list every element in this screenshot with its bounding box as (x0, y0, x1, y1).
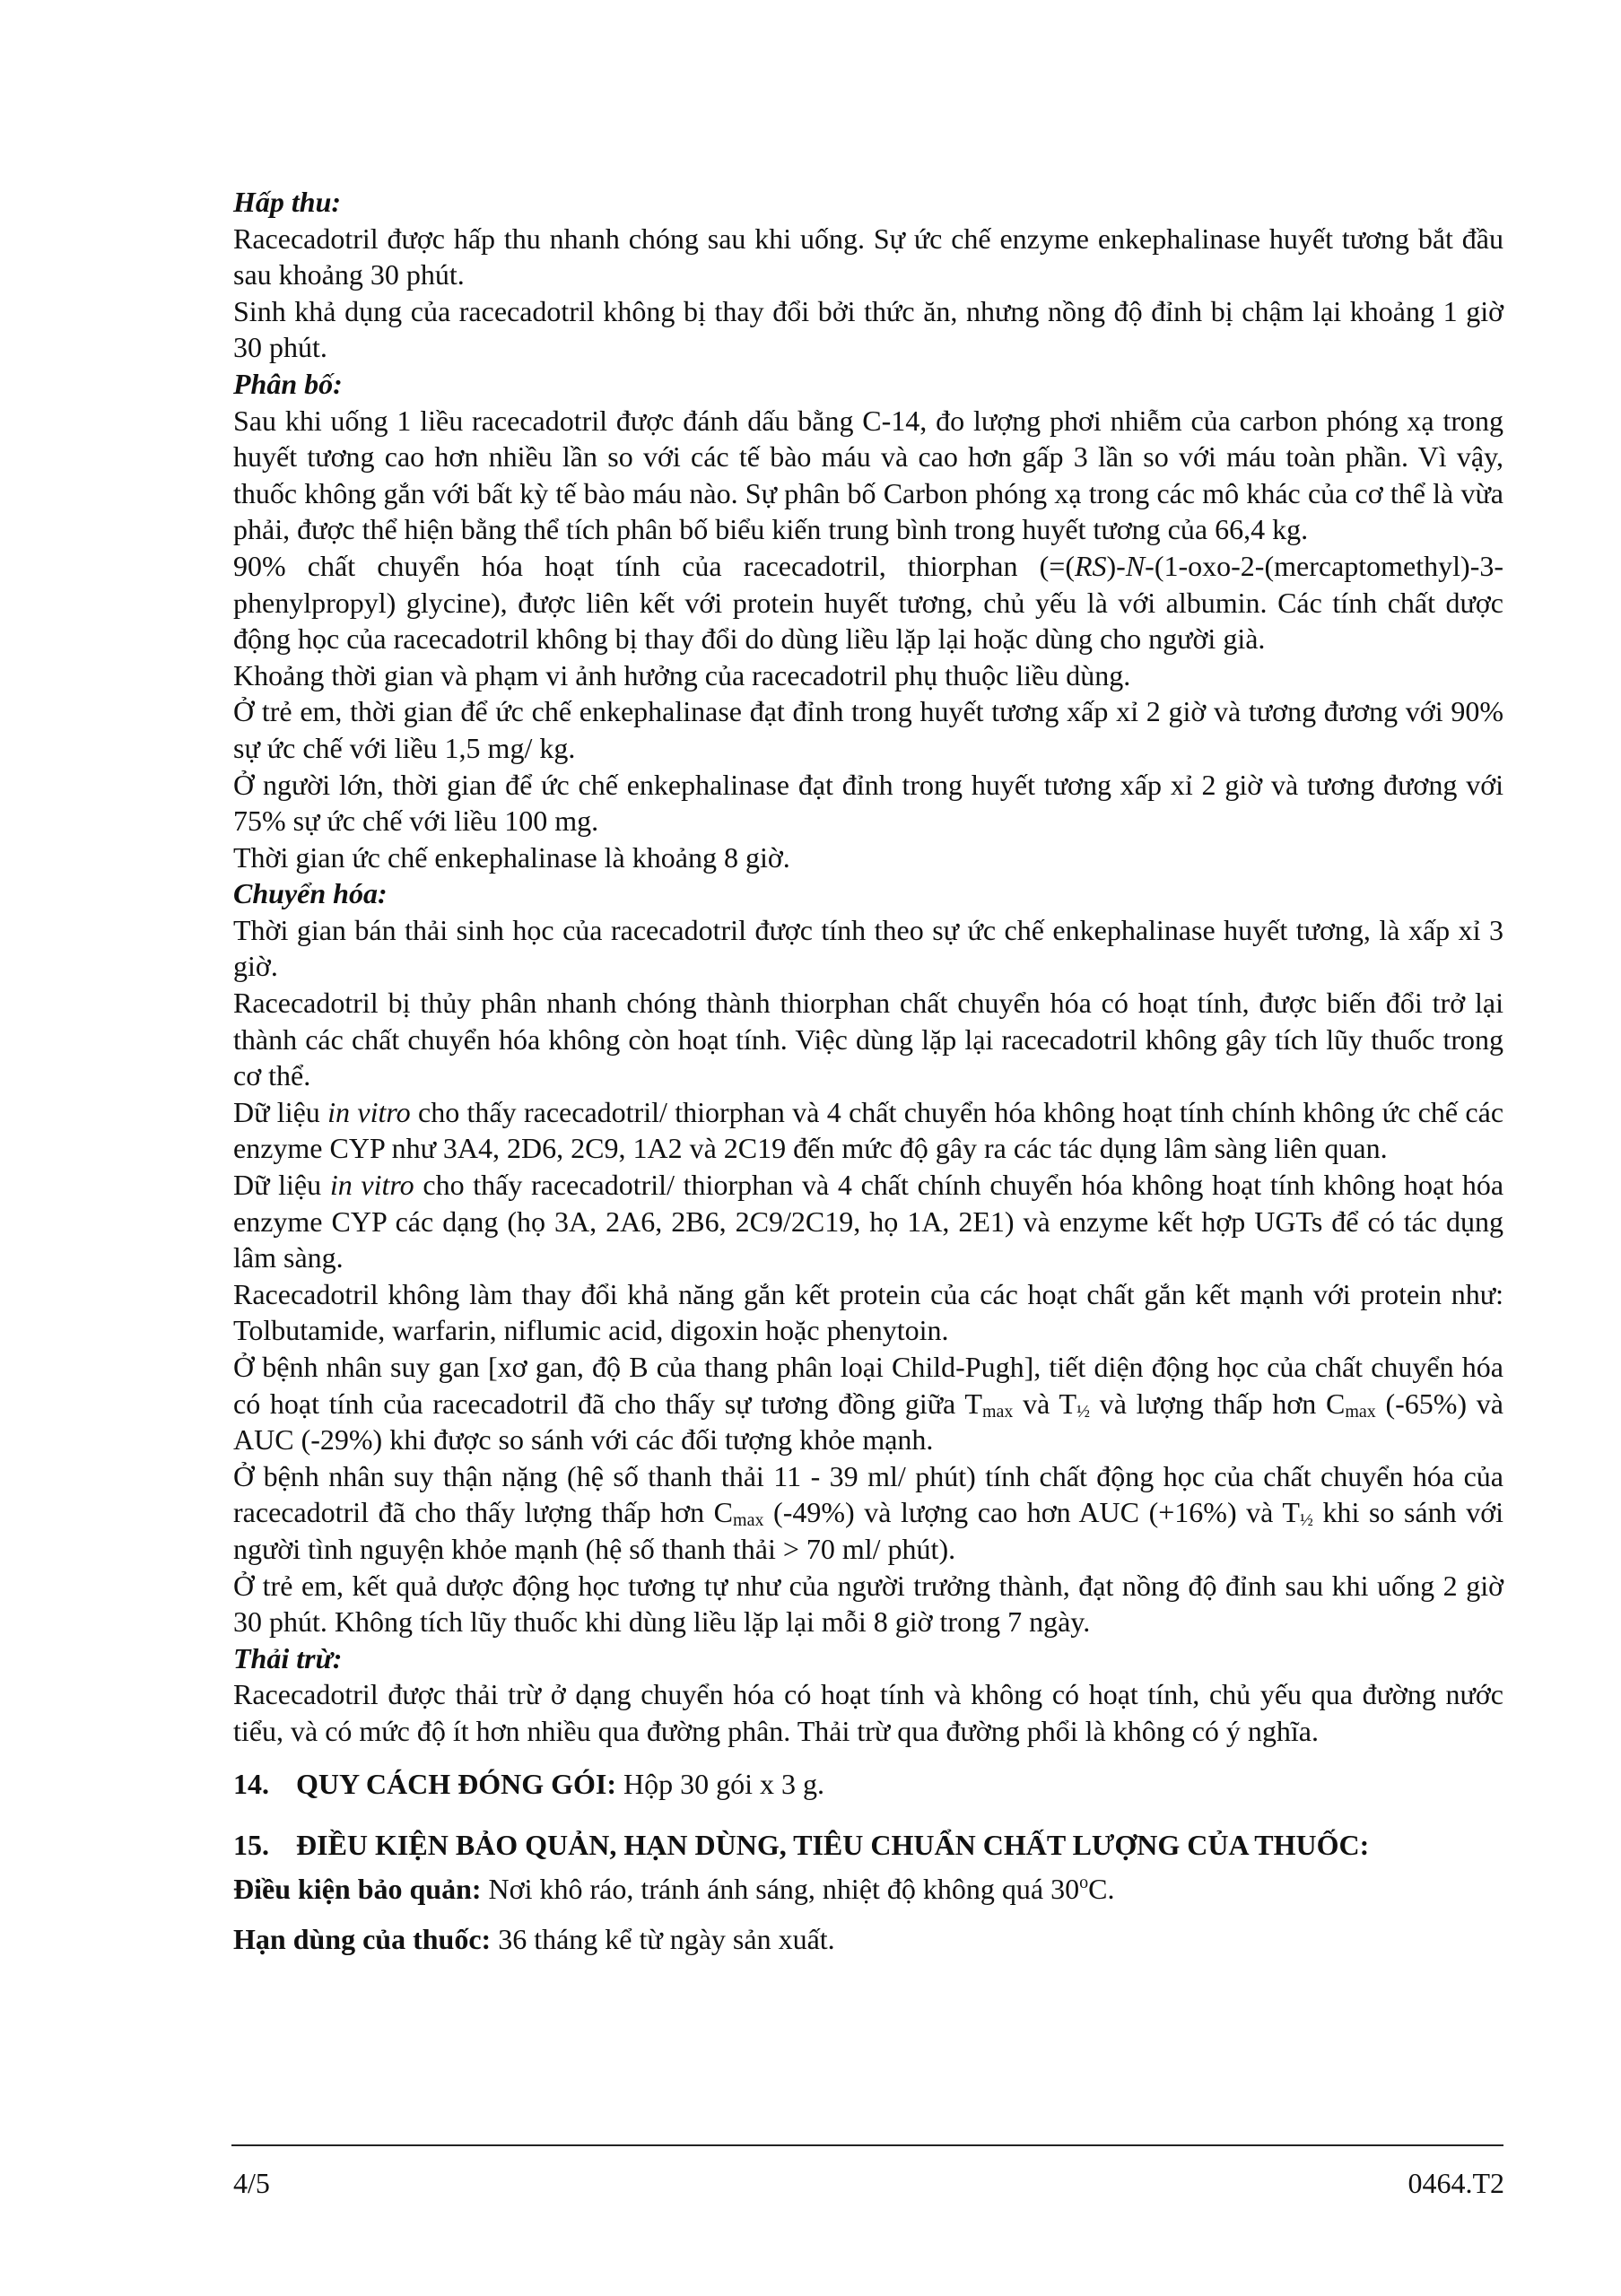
section-number: 14. (233, 1767, 269, 1800)
text-run: Dữ liệu (233, 1095, 328, 1128)
absorption-paragraph-1: Racecadotril được hấp thu nhanh chóng sau khi uống. Sự ức chế enzyme enkephalinase huyết tương bắt đầu sau khoảng 30 phút. (233, 222, 1503, 291)
text-run: )- (1106, 549, 1126, 582)
distribution-paragraph-4: Ở trẻ em, thời gian để ức chế enkephalinase đạt đỉnh trong huyết tương xấp xỉ 2 giờ và tương đương với 90% sự ức chế với liều 1,5 mg/ kg. (233, 695, 1503, 764)
section-value: Hộp 30 gói x 3 g. (616, 1767, 825, 1800)
section-15 (233, 1827, 1503, 1864)
text-run: cho thấy racecadotril/ thiorphan và 4 chất chuyển hóa không hoạt tính chính không ức chế các enzyme CYP như 3A4, 2D6, 2C9, 1A2 và 2C19 đến mức độ gây ra các tác dụng lâm sàng liên quan. (233, 1095, 1504, 1165)
degree-superscript: o (1079, 1872, 1089, 1892)
text-run: (-49%) và lượng cao hơn AUC (+16%) và T (763, 1496, 1300, 1529)
subscript: ½ (1299, 1510, 1313, 1531)
metabolism-paragraph-2: Racecadotril bị thủy phân nhanh chóng thành thiorphan chất chuyển hóa có hoạt tính, được biến đổi trở lại thành các chất chuyển hóa không còn hoạt tính. Việc dùng lặp lại racecadotril không gây tích lũy thuốc trong cơ thể. (233, 987, 1503, 1092)
distribution-paragraph-3: Khoảng thời gian và phạm vi ảnh hưởng của racecadotril phụ thuộc liều dùng. (233, 658, 1131, 691)
document-code: 0464.T2 (1407, 2167, 1504, 2199)
storage-label: Điều kiện bảo quản: (233, 1872, 482, 1905)
italic-run: in vitro (329, 1169, 414, 1202)
distribution-paragraph-6: Thời gian ức chế enkephalinase là khoảng 8 giờ. (233, 840, 790, 874)
document-body (233, 184, 1503, 1958)
section-title: QUY CÁCH ĐÓNG GÓI: (296, 1767, 617, 1800)
italic-run: N (1125, 549, 1146, 582)
subscript: max (981, 1401, 1014, 1422)
metabolism-paragraph-5: Racecadotril không làm thay đổi khả năng gắn kết protein của các hoạt chất gắn kết mạnh với protein như: Tolbutamide, warfarin, niflumic acid, digoxin hoặc phenytoin. (233, 1277, 1503, 1347)
metabolism-paragraph-1: Thời gian bán thải sinh học của racecadotril được tính theo sự ức chế enkephalinase huyết tương, là xấp xỉ 3 giờ. (233, 913, 1503, 983)
text-run: khi so sánh với người tình nguyện khỏe mạnh (hệ số thanh thải > 70 ml/ phút). (233, 1496, 1504, 1565)
italic-run: in vitro (327, 1095, 411, 1128)
italic-run: RS (1074, 549, 1107, 582)
distribution-paragraph-2 (233, 548, 1503, 657)
shelf-life (233, 1921, 1503, 1958)
absorption-paragraph-2: Sinh khả dụng của racecadotril không bị thay đổi bởi thức ăn, nhưng nồng độ đỉnh bị chậm lại khoảng 1 giờ 30 phút. (233, 294, 1503, 364)
subscript: max (733, 1510, 764, 1531)
storage-unit: C. (1088, 1872, 1115, 1905)
subscript: max (1345, 1401, 1376, 1422)
metabolism-paragraph-7 (233, 1458, 1503, 1568)
excretion-heading: Thải trừ: (233, 1641, 343, 1674)
storage-conditions (233, 1871, 1503, 1908)
storage-value: Nơi khô ráo, tránh ánh sáng, nhiệt độ không quá 30 (481, 1872, 1080, 1905)
distribution-paragraph-5: Ở người lớn, thời gian để ức chế enkephalinase đạt đỉnh trong huyết tương xấp xỉ 2 giờ và tương đương với 75% sự ức chế với liều 100 mg. (233, 768, 1503, 838)
text-run: cho thấy racecadotril/ thiorphan và 4 chất chính chuyển hóa không hoạt tính không hoạt hóa enzyme CYP các dạng (họ 3A, 2A6, 2B6, 2C9/2C19, họ 1A, 2E1) và enzyme kết hợp UGTs để có tác dụng lâm sàng. (233, 1169, 1504, 1274)
distribution-heading: Phân bố: (233, 367, 343, 400)
text-run: -(1-oxo-2-(mercaptomethyl)-3-phenylpropyl) glycine), được liên kết với protein huyết tương, chủ yếu là với albumin. Các tính chất dược động học của racecadotril không bị thay đổi do dùng liều lặp lại hoặc dùng cho người già. (233, 549, 1503, 656)
absorption-heading: Hấp thu: (233, 186, 342, 218)
text-run: Ở bệnh nhân suy gan [xơ gan, độ B của thang phân loại Child-Pugh], tiết diện động học của chất chuyển hóa có hoạt tính của racecadotril đã cho thấy sự tương đồng giữa T (233, 1351, 1503, 1420)
text-run: (-65%) và AUC (-29%) khi được so sánh với các đối tượng khỏe mạnh. (233, 1387, 1504, 1457)
text-run: và T (1013, 1387, 1076, 1420)
shelf-life-label: Hạn dùng của thuốc: (233, 1923, 492, 1956)
text-run: 90% chất chuyển hóa hoạt tính của racecadotril, thiorphan (=( (233, 549, 1075, 582)
section-title: ĐIỀU KIỆN BẢO QUẢN, HẠN DÙNG, TIÊU CHUẨN CHẤT LƯỢNG CỦA THUỐC: (296, 1829, 1370, 1862)
metabolism-paragraph-4 (233, 1167, 1503, 1276)
distribution-paragraph-1: Sau khi uống 1 liều racecadotril được đánh dấu bằng C-14, đo lượng phơi nhiễm của carbon phóng xạ trong huyết tương cao hơn nhiều lần so với các tế bào máu và cao hơn gấp 3 lần so với máu toàn phần. Vì vậy, thuốc không gắn với bất kỳ tế bào máu nào. Sự phân bố Carbon phóng xạ trong các mô khác của cơ thể là vừa phải, được thể hiện bằng thể tích phân bố biểu kiến trung bình trong huyết tương của 66,4 kg. (233, 404, 1503, 546)
shelf-life-value: 36 tháng kể từ ngày sản xuất. (491, 1923, 835, 1956)
footer-divider (231, 2144, 1503, 2146)
text-run: Ở bệnh nhân suy thận nặng (hệ số thanh thải 11 - 39 ml/ phút) tính chất động học của chất chuyển hóa của racecadotril đã cho thấy lượng thấp hơn C (233, 1459, 1503, 1529)
section-14 (233, 1766, 1503, 1803)
section-number: 15. (233, 1829, 269, 1862)
text-run: Dữ liệu (233, 1169, 330, 1202)
page-number: 4/5 (233, 2167, 270, 2199)
excretion-paragraph-1: Racecadotril được thải trừ ở dạng chuyển hóa có hoạt tính và không có hoạt tính, chủ yếu qua đường nước tiểu, và có mức độ ít hơn nhiều qua đường phân. Thải trừ qua đường phổi là không có ý nghĩa. (233, 1678, 1503, 1747)
metabolism-heading: Chuyển hóa: (233, 877, 388, 910)
text-run: và lượng thấp hơn C (1090, 1387, 1346, 1420)
subscript: ½ (1076, 1401, 1090, 1422)
metabolism-paragraph-3 (233, 1094, 1503, 1167)
metabolism-paragraph-6 (233, 1349, 1503, 1458)
metabolism-paragraph-8: Ở trẻ em, kết quả dược động học tương tự như của người trưởng thành, đạt nồng độ đỉnh sau khi uống 2 giờ 30 phút. Không tích lũy thuốc khi dùng liều lặp lại mỗi 8 giờ trong 7 ngày. (233, 1569, 1503, 1639)
